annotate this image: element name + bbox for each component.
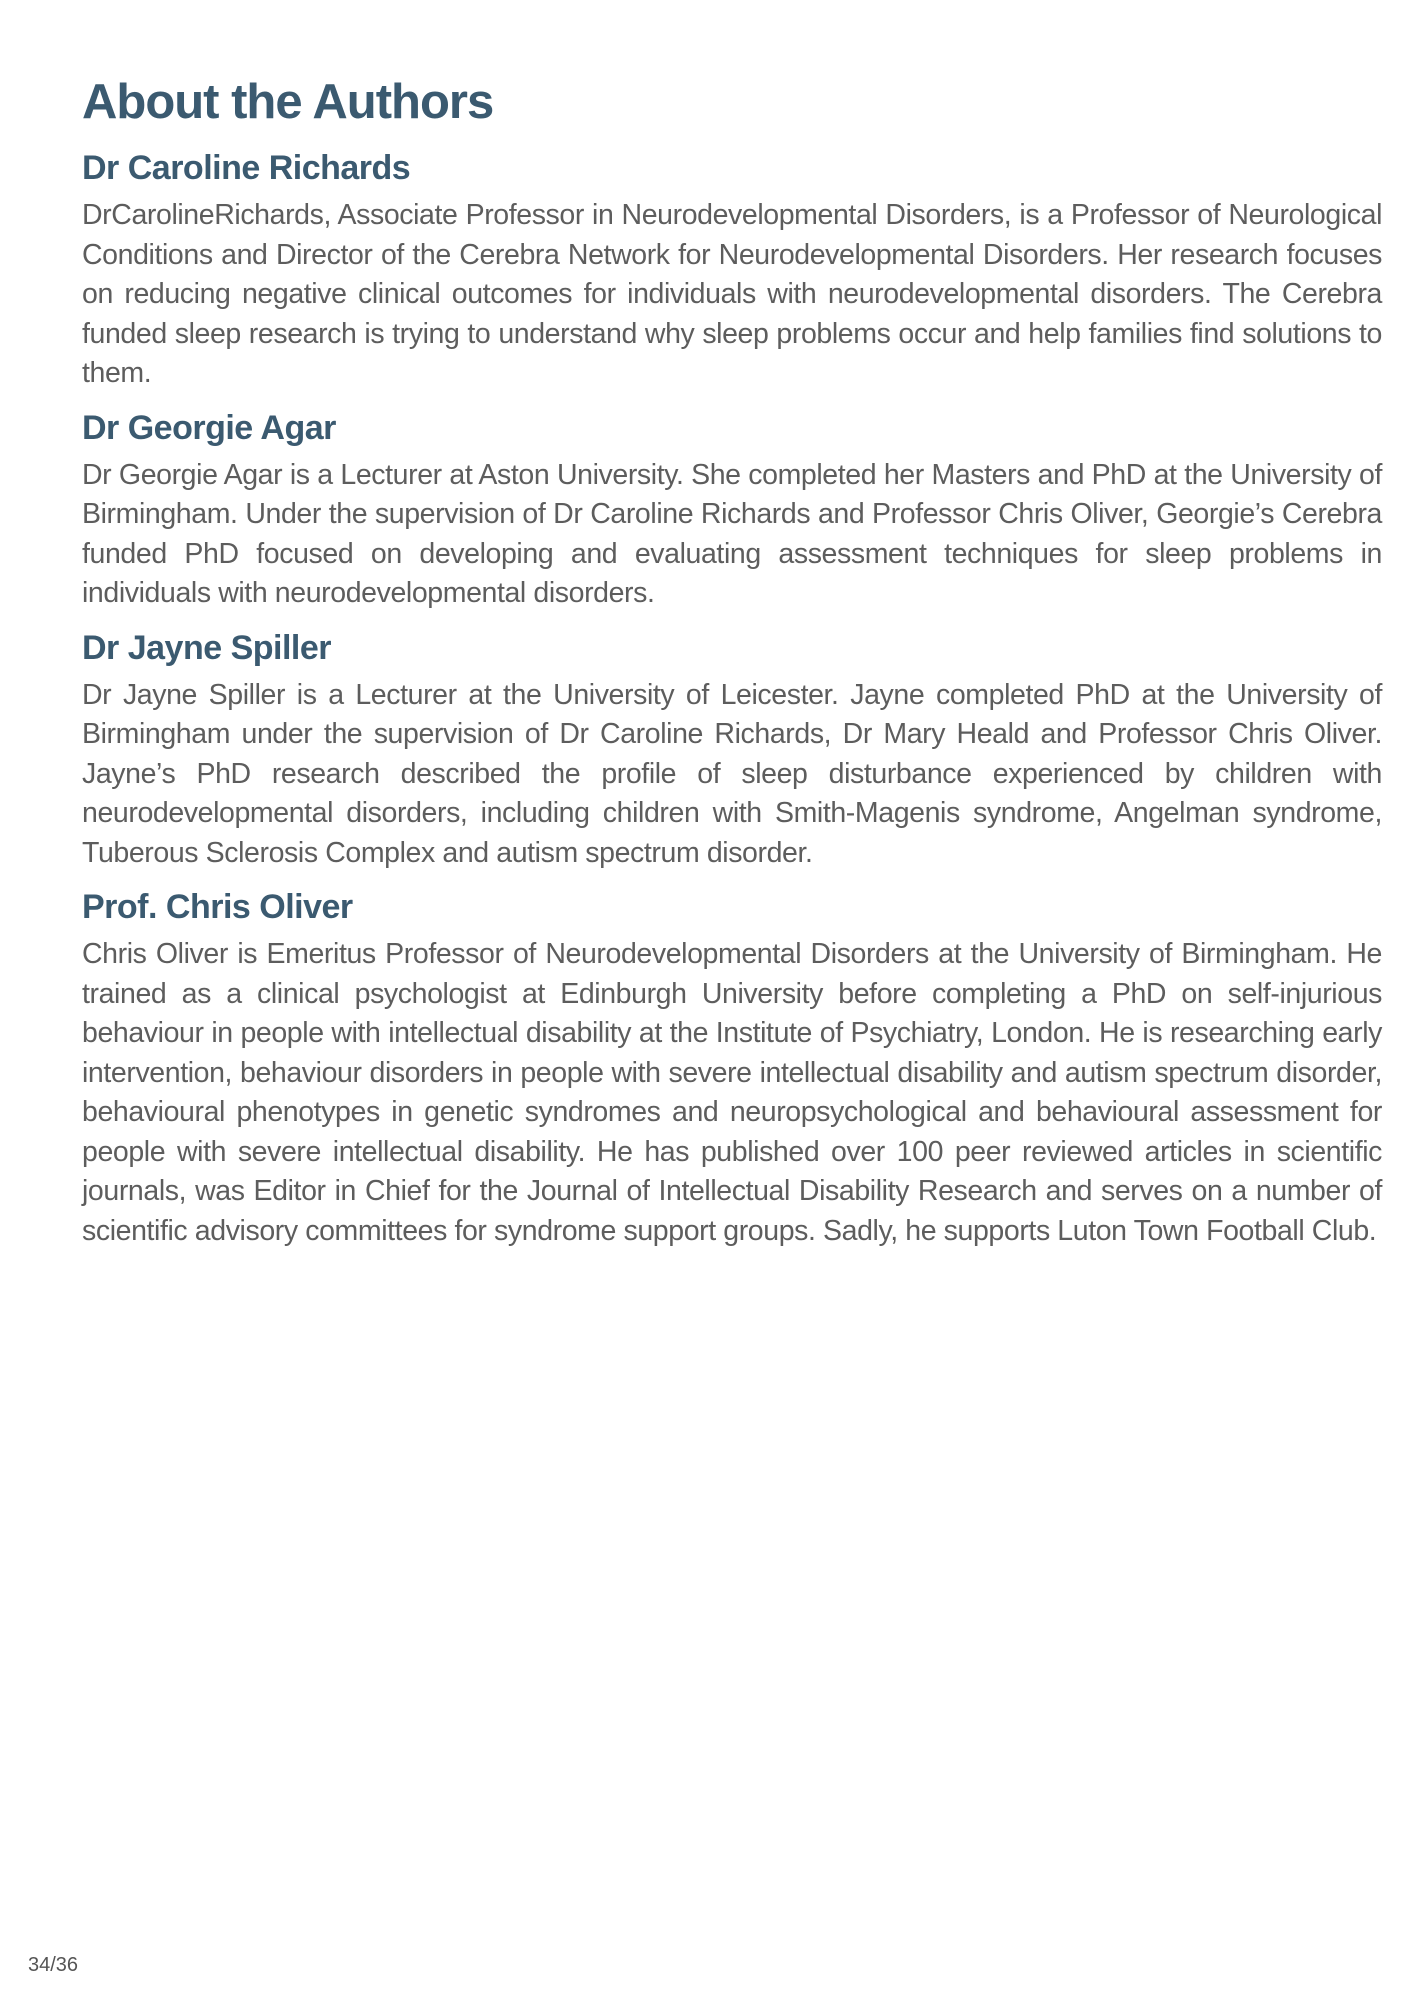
document-page bbox=[82, 72, 1382, 1263]
author-name: Dr Caroline Richards bbox=[82, 149, 411, 187]
page-number: 34/36 bbox=[28, 1954, 79, 1976]
author-bio: DrCarolineRichards, Associate Professor in Neurodevelopmental Disorders, is a Professor of Neurological Conditions and Director of the Cerebra Network for Neurodevelopmental Disorders. Her research focuses on reducing negative clinical outcomes for individuals with neurodevelopmental disorders. The Cerebra funded sleep research is trying to understand why sleep problems occur and help families find solutions to them. bbox=[82, 199, 1382, 389]
author-section-caroline-richards bbox=[82, 146, 1382, 394]
author-name: Dr Georgie Agar bbox=[82, 408, 336, 447]
author-name: Dr Jayne Spiller bbox=[82, 628, 332, 667]
author-section-chris-oliver bbox=[82, 885, 1382, 1251]
author-section-jayne-spiller bbox=[82, 626, 1382, 874]
author-section-georgie-agar bbox=[82, 406, 1382, 614]
author-bio: Chris Oliver is Emeritus Professor of Neurodevelopmental Disorders at the University of Birmingham. He trained as a clinical psychologist at Edinburgh University before completing a PhD on self-injurious behaviour in people with intellectual disability at the Institute of Psychiatry, London. He is researching early intervention, behaviour disorders in people with severe intellectual disability and autism spectrum disorder, behavioural phenotypes in genetic syndromes and neuropsychological and behavioural assessment for people with severe intellectual disability. He has published over 100 peer reviewed articles in scientific journals, was Editor in Chief for the Journal of Intellectual Disability Research and serves on a number of scientific advisory committees for syndrome support groups. Sadly, he supports Luton Town Football Club. bbox=[82, 938, 1382, 1247]
page-title: About the Authors bbox=[82, 75, 494, 129]
author-bio: Dr Jayne Spiller is a Lecturer at the University of Leicester. Jayne completed PhD at the University of Birmingham under the supervision of Dr Caroline Richards, Dr Mary Heald and Professor Chris Oliver. Jayne’s PhD research described the profile of sleep disturbance experienced by children with neurodevelopmental disorders, including children with Smith-Magenis syndrome, Angelman syndrome, Tuberous Sclerosis Complex and autism spectrum disorder. bbox=[82, 678, 1382, 869]
author-bio: Dr Georgie Agar is a Lecturer at Aston University. She completed her Masters and PhD at the University of Birmingham. Under the supervision of Dr Caroline Richards and Professor Chris Oliver, Georgie’s Cerebra funded PhD focused on developing and evaluating assessment techniques for sleep problems in individuals with neurodevelopmental disorders. bbox=[82, 458, 1382, 609]
author-name: Prof. Chris Oliver bbox=[82, 888, 353, 926]
